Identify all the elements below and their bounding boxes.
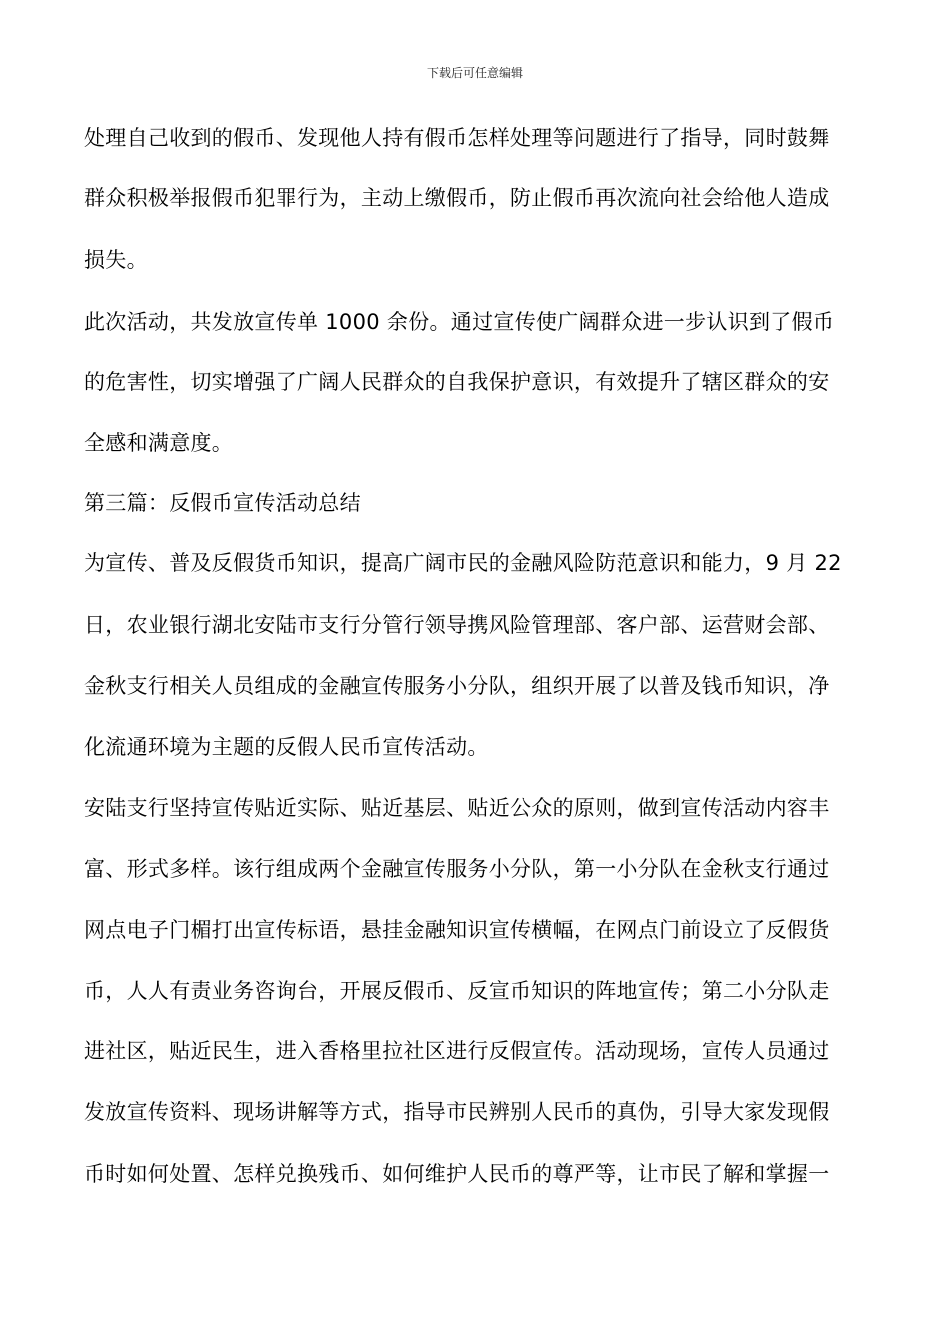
text-line: 的危害性，切实增强了广阔人民群众的自我保护意识，有效提升了辖区群众的安 bbox=[84, 370, 830, 394]
text-line: 处理自己收到的假币、发现他人持有假币怎样处理等问题进行了指导，同时鼓舞 bbox=[84, 126, 830, 150]
text-line: 日，农业银行湖北安陆市支行分管行领导携风险管理部、客户部、运营财会部、 bbox=[84, 613, 830, 637]
text-line: 群众积极举报假币犯罪行为，主动上缴假币，防止假币再次流向社会给他人造成 bbox=[84, 186, 830, 210]
text-line: 此次活动，共发放宣传单 1000 余份。通过宣传使广阔群众进一步认识到了假币 bbox=[84, 310, 835, 334]
text-line: 网点电子门楣打出宣传标语，悬挂金融知识宣传横幅，在网点门前设立了反假货 bbox=[84, 918, 830, 942]
text-line: 损失。 bbox=[84, 248, 148, 272]
section-heading: 第三篇：反假币宣传活动总结 bbox=[84, 491, 361, 515]
text-line: 安陆支行坚持宣传贴近实际、贴近基层、贴近公众的原则，做到宣传活动内容丰 bbox=[84, 796, 830, 820]
text-line: 为宣传、普及反假货币知识，提高广阔市民的金融风险防范意识和能力，9 月 22 bbox=[84, 551, 842, 575]
text-line: 币时如何处置、怎样兑换残币、如何维护人民币的尊严等，让市民了解和掌握一 bbox=[84, 1162, 830, 1186]
text-line: 化流通环境为主题的反假人民币宣传活动。 bbox=[84, 735, 489, 759]
text-line: 金秋支行相关人员组成的金融宣传服务小分队，组织开展了以普及钱币知识，净 bbox=[84, 674, 830, 698]
text-line: 进社区，贴近民生，进入香格里拉社区进行反假宣传。活动现场，宣传人员通过 bbox=[84, 1039, 830, 1063]
text-line: 币，人人有责业务咨询台，开展反假币、反宣币知识的阵地宣传；第二小分队走 bbox=[84, 979, 830, 1003]
text-line: 富、形式多样。该行组成两个金融宣传服务小分队，第一小分队在金秋支行通过 bbox=[84, 857, 830, 881]
text-line: 全感和满意度。 bbox=[84, 431, 234, 455]
page-header: 下载后可任意编辑 bbox=[426, 66, 523, 80]
text-line: 发放宣传资料、现场讲解等方式，指导市民辨别人民币的真伪，引导大家发现假 bbox=[84, 1100, 830, 1124]
